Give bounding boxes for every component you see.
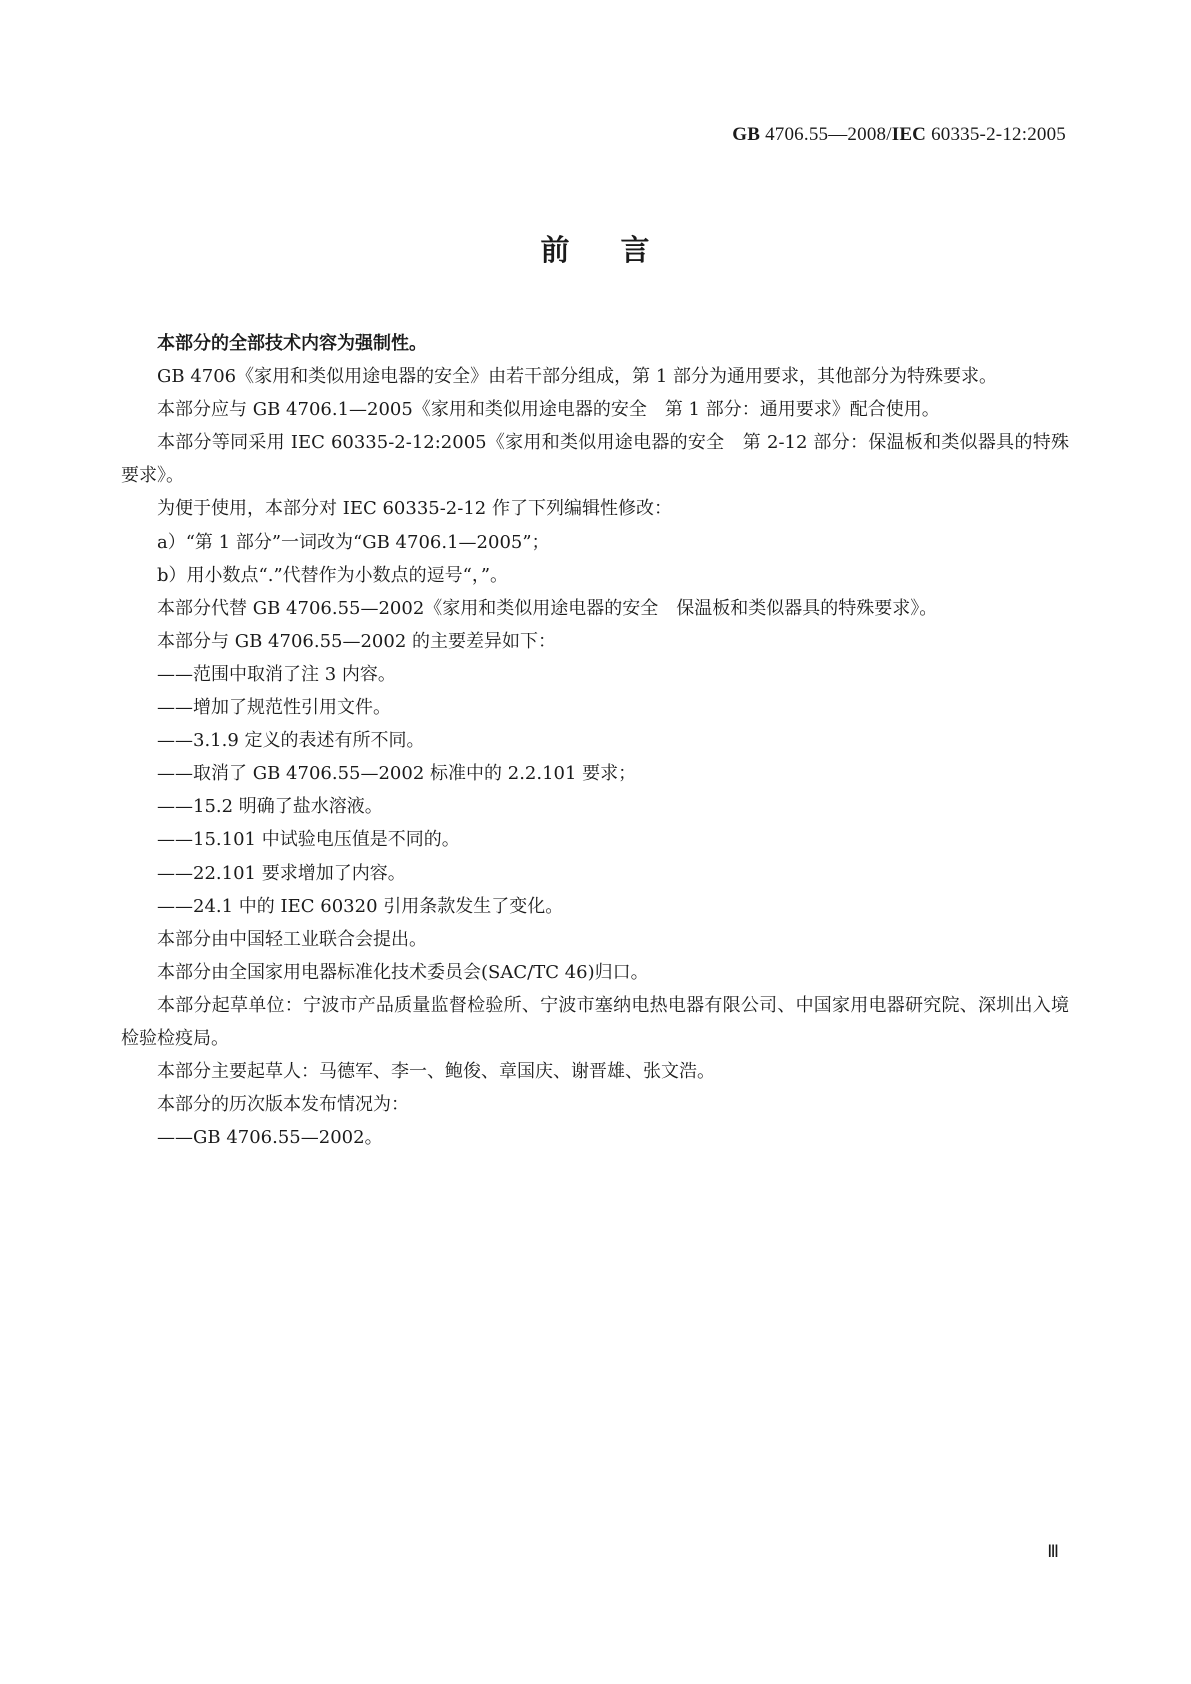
gb-prefix: GB bbox=[732, 124, 761, 145]
paragraph: 为便于使用，本部分对 IEC 60335-2-12 作了下列编辑性修改： bbox=[157, 498, 672, 520]
list-item: a）“第 1 部分”一词改为“GB 4706.1—2005”； bbox=[157, 531, 550, 553]
paragraph: 本部分起草单位：宁波市产品质量监督检验所、宁波市塞纳电热电器有限公司、中国家用电器研究院、深圳出入境检验检疫局。 bbox=[121, 994, 1069, 1049]
gb-number: 4706.55—2008/ bbox=[765, 124, 892, 145]
dash-item: ——范围中取消了注 3 内容。 bbox=[157, 663, 396, 685]
standard-number-header bbox=[732, 124, 1066, 146]
dash-item: ——取消了 GB 4706.55—2002 标准中的 2.2.101 要求； bbox=[157, 763, 637, 785]
page-title bbox=[0, 228, 1191, 269]
foreword-body bbox=[121, 327, 1069, 1154]
mandatory-statement: 本部分的全部技术内容为强制性。 bbox=[157, 333, 427, 354]
dash-item: ——15.2 明确了盐水溶液。 bbox=[157, 796, 383, 818]
paragraph: GB 4706《家用和类似用途电器的安全》由若干部分组成，第 1 部分为通用要求，其他部分为特殊要求。 bbox=[157, 366, 998, 388]
paragraph: 本部分应与 GB 4706.1—2005《家用和类似用途电器的安全 第 1 部分：通用要求》配合使用。 bbox=[157, 399, 940, 421]
dash-item: ——增加了规范性引用文件。 bbox=[157, 697, 391, 719]
dash-item: ——24.1 中的 IEC 60320 引用条款发生了变化。 bbox=[157, 895, 564, 917]
paragraph: 本部分主要起草人：马德军、李一、鲍俊、章国庆、谢晋雄、张文浩。 bbox=[157, 1061, 715, 1083]
paragraph: 本部分与 GB 4706.55—2002 的主要差异如下： bbox=[157, 630, 557, 652]
title-char-1: 前 bbox=[540, 233, 571, 267]
iec-number: 60335-2-12:2005 bbox=[931, 124, 1066, 145]
dash-item: ——3.1.9 定义的表述有所不同。 bbox=[157, 730, 425, 752]
paragraph: 本部分代替 GB 4706.55—2002《家用和类似用途电器的安全 保温板和类似器具的特殊要求》。 bbox=[157, 597, 938, 619]
iec-prefix: IEC bbox=[891, 124, 927, 145]
dash-item: ——22.101 要求增加了内容。 bbox=[157, 862, 406, 884]
paragraph: 本部分等同采用 IEC 60335-2-12:2005《家用和类似用途电器的安全 第 2-12 部分：保温板和类似器具的特殊要求》。 bbox=[121, 432, 1069, 487]
paragraph: 本部分由中国轻工业联合会提出。 bbox=[157, 928, 427, 950]
dash-item: ——GB 4706.55—2002。 bbox=[157, 1127, 383, 1149]
dash-item: ——15.101 中试验电压值是不同的。 bbox=[157, 829, 460, 851]
list-item: b）用小数点“.”代替作为小数点的逗号“，”。 bbox=[157, 564, 509, 586]
paragraph: 本部分的历次版本发布情况为： bbox=[157, 1094, 409, 1116]
page-number: Ⅲ bbox=[1047, 1542, 1059, 1561]
paragraph: 本部分由全国家用电器标准化技术委员会(SAC/TC 46)归口。 bbox=[157, 961, 649, 983]
title-char-2: 言 bbox=[620, 233, 651, 267]
